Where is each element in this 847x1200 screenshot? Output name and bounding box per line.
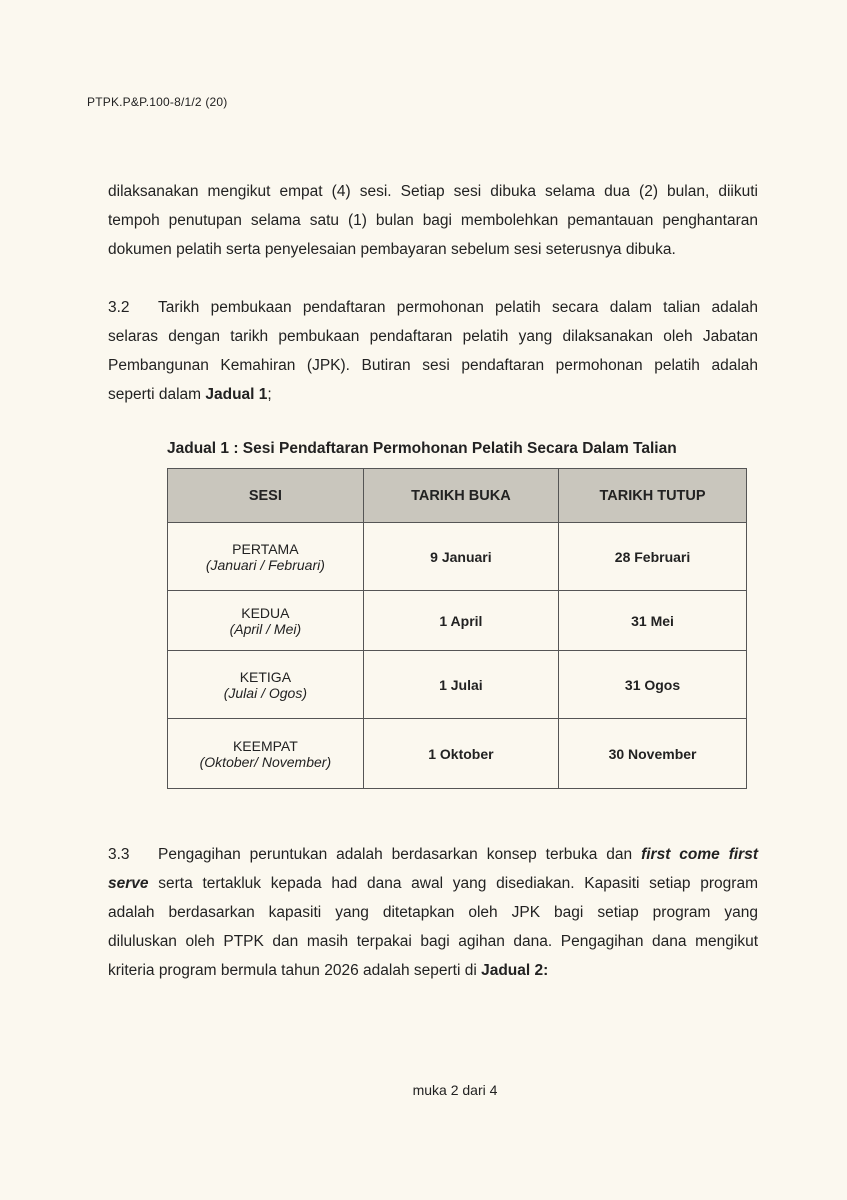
- emphasis-text: serve: [108, 875, 149, 892]
- text-line: dilaksanakan mengikut empat (4) sesi. Setiap sesi dibuka selama dua (2) bulan, diikuti: [108, 183, 758, 200]
- text-span: serta tertakluk kepada had dana awal yang disediakan. Kapasiti setiap program: [148, 875, 758, 892]
- text-line: [108, 293, 758, 322]
- session-months: (April / Mei): [229, 620, 302, 637]
- open-date: 1 Oktober: [363, 719, 558, 789]
- session-cell: [168, 719, 364, 789]
- text-line: [108, 956, 758, 985]
- text-span: Pengagihan peruntukan adalah berdasarkan konsep terbuka dan: [158, 846, 642, 863]
- paragraph-number: 3.2: [108, 299, 130, 316]
- table-reference: Jadual 1: [205, 386, 268, 403]
- page-number: 2: [450, 1082, 459, 1098]
- table-reference: Jadual 2:: [481, 962, 549, 979]
- table-caption: Jadual 1 : Sesi Pendaftaran Permohonan Pelatih Secara Dalam Talian: [167, 440, 677, 457]
- paragraph-number: 3.3: [108, 846, 130, 863]
- header-tarikh-tutup: TARIKH TUTUP: [559, 469, 747, 523]
- text-span: kriteria program bermula tahun 2026 adalah seperti di: [108, 962, 482, 979]
- close-date: 31 Ogos: [559, 651, 747, 719]
- paragraph-3-2: [108, 293, 758, 409]
- session-months: (Januari / Februari): [205, 556, 325, 573]
- header-sesi: SESI: [168, 469, 364, 523]
- table-header-row: [168, 469, 747, 523]
- page-footer: [0, 1082, 847, 1098]
- session-cell: [168, 651, 364, 719]
- session-name: KEDUA: [241, 604, 290, 621]
- table-row: [168, 719, 747, 789]
- paragraph-continuation: [108, 177, 758, 264]
- text-line: selaras dengan tarikh pembukaan pendaftaran pelatih yang dilaksanakan oleh Jabatan: [108, 328, 758, 345]
- text-line: adalah berdasarkan kapasiti yang ditetapkan oleh JPK bagi setiap program yang: [108, 904, 758, 921]
- footer-prefix: muka: [412, 1082, 451, 1098]
- header-tarikh-buka: TARIKH BUKA: [363, 469, 558, 523]
- footer-middle: dari: [458, 1082, 490, 1098]
- session-months: (Oktober/ November): [199, 753, 332, 770]
- paragraph-3-3: [108, 840, 758, 985]
- text-line: Pembangunan Kemahiran (JPK). Butiran sesi pendaftaran permohonan pelatih adalah: [108, 357, 758, 374]
- emphasis-text: first come first: [641, 846, 758, 863]
- close-date: 28 Februari: [559, 523, 747, 591]
- table-row: [168, 651, 747, 719]
- table-row: [168, 523, 747, 591]
- close-date: 31 Mei: [559, 591, 747, 651]
- text-line: tempoh penutupan selama satu (1) bulan bagi membolehkan pemantauan penghantaran: [108, 212, 758, 229]
- reference-number: PTPK.P&P.100-8/1/2 (20): [87, 95, 228, 109]
- session-name: KETIGA: [239, 668, 292, 685]
- text-span: seperti dalam: [108, 386, 206, 403]
- session-name: PERTAMA: [232, 540, 299, 557]
- open-date: 1 April: [363, 591, 558, 651]
- open-date: 9 Januari: [363, 523, 558, 591]
- text-line: [108, 380, 758, 409]
- open-date: 1 Julai: [363, 651, 558, 719]
- text-line: [108, 840, 758, 869]
- page-total: 4: [489, 1082, 498, 1098]
- session-table: [167, 468, 747, 789]
- session-name: KEEMPAT: [232, 737, 298, 754]
- text-span: ;: [267, 386, 272, 403]
- session-cell: [168, 591, 364, 651]
- table-row: [168, 591, 747, 651]
- text-line: diluluskan oleh PTPK dan masih terpakai bagi agihan dana. Pengagihan dana mengikut: [108, 933, 758, 950]
- session-months: (Julai / Ogos): [223, 684, 307, 701]
- text-line: [108, 869, 758, 898]
- session-cell: [168, 523, 364, 591]
- text-line: dokumen pelatih serta penyelesaian pembayaran sebelum sesi seterusnya dibuka.: [108, 241, 676, 258]
- text-span: Tarikh pembukaan pendaftaran permohonan pelatih secara dalam talian adalah: [158, 299, 758, 316]
- close-date: 30 November: [559, 719, 747, 789]
